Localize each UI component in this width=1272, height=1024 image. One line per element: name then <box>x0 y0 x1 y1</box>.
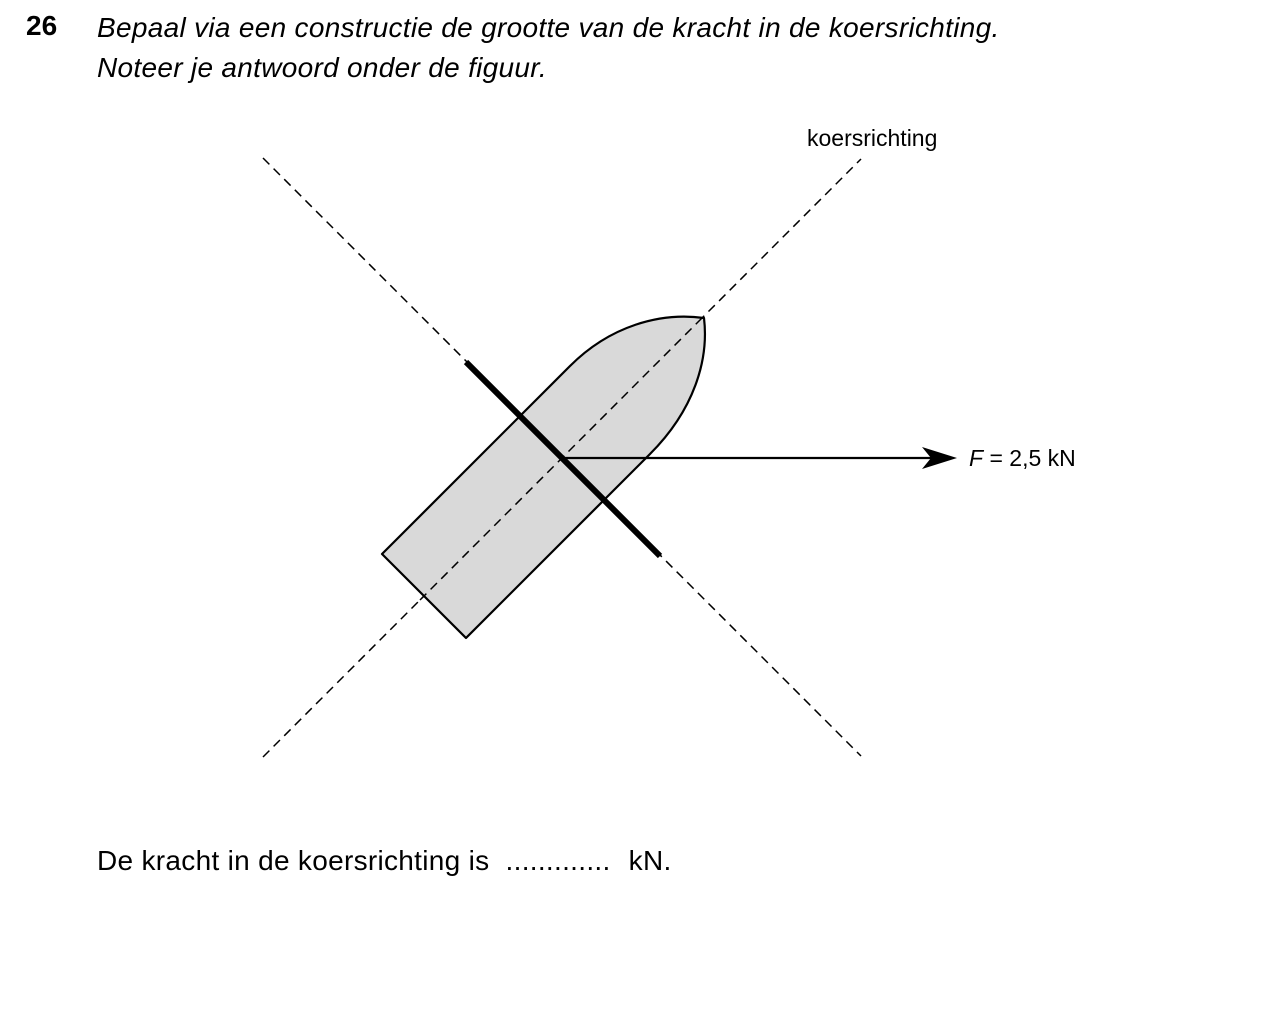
answer-unit: kN. <box>628 845 672 876</box>
course-direction-label: koersrichting <box>807 125 938 151</box>
force-label <box>969 445 1076 471</box>
boat-hull <box>382 317 705 638</box>
force-symbol: F <box>969 445 984 471</box>
question-number: 26 <box>26 10 58 41</box>
question-line-1: Bepaal via een constructie de grootte van de kracht in de koersrichting. <box>97 12 1000 43</box>
answer-line <box>97 843 672 879</box>
question-line-2: Noteer je antwoord onder de figuur. <box>97 52 547 83</box>
answer-input-blank[interactable]: ............. <box>505 845 611 876</box>
force-value: = 2,5 kN <box>983 445 1076 471</box>
answer-prefix: De kracht in de koersrichting is <box>97 845 490 876</box>
